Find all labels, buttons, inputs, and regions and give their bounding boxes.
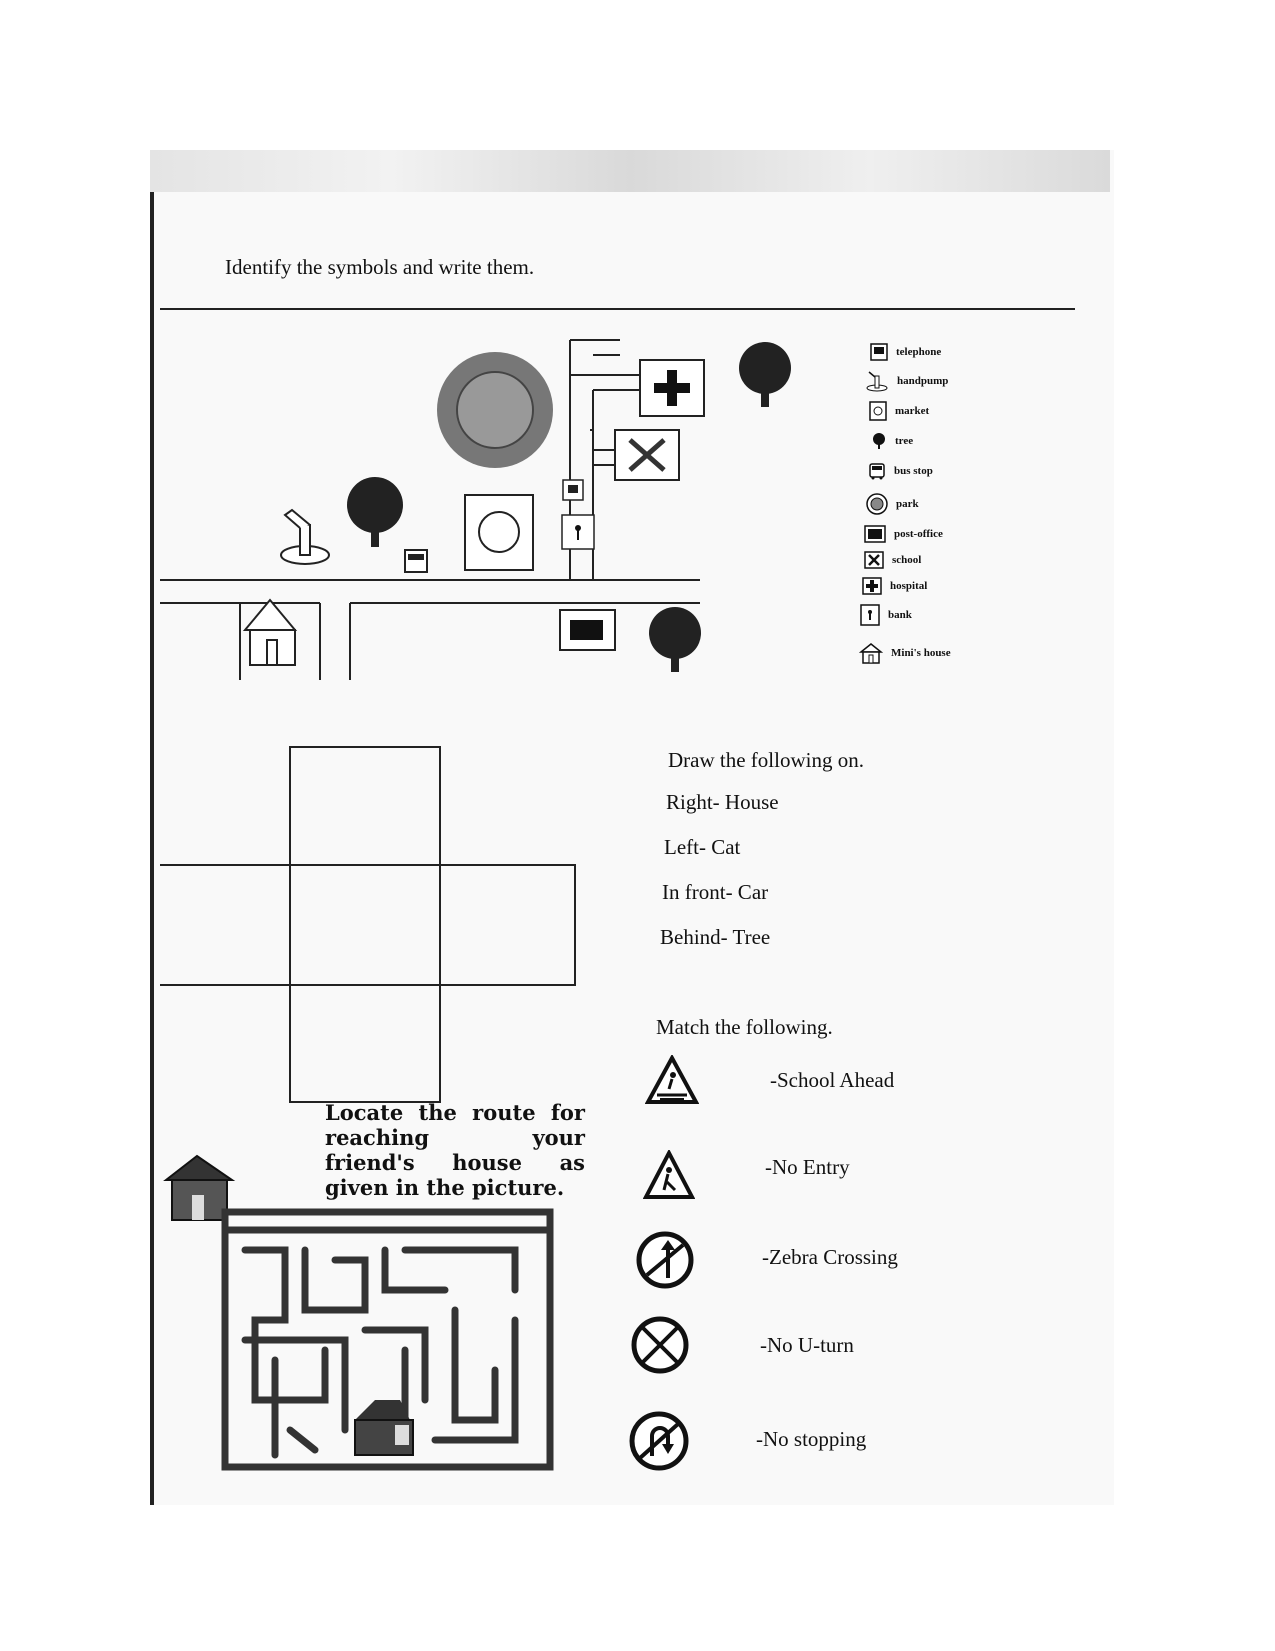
school-icon xyxy=(864,551,884,569)
legend-item: bank xyxy=(860,604,912,626)
school-ahead-sign-icon xyxy=(643,1150,695,1200)
bus-stop-icon xyxy=(868,462,886,480)
legend-item: market xyxy=(869,401,929,421)
market-icon xyxy=(869,401,887,421)
match-label: -No U-turn xyxy=(760,1333,854,1357)
draw-item: Right- House xyxy=(666,790,779,814)
tree-icon xyxy=(871,432,887,450)
zebra-crossing-sign-icon xyxy=(645,1055,699,1105)
draw-heading: Draw the following on. xyxy=(668,748,864,772)
match-label: -No Entry xyxy=(765,1155,850,1179)
tree-icon xyxy=(735,340,795,410)
legend-item: hospital xyxy=(862,577,927,595)
maze-instructions: Locate the route for reaching your friend's house as given in the picture. xyxy=(325,1100,585,1200)
no-entry-sign-icon xyxy=(630,1315,690,1375)
post-office-icon xyxy=(864,525,886,543)
legend-item: Mini's house xyxy=(859,642,951,664)
hospital-icon xyxy=(862,577,882,595)
legend-item: handpump xyxy=(865,370,948,392)
telephone-icon xyxy=(870,343,888,361)
match-heading: Match the following. xyxy=(656,1015,833,1039)
draw-item: Behind- Tree xyxy=(660,925,771,949)
match-label: -School Ahead xyxy=(770,1068,895,1092)
tree-icon xyxy=(645,605,705,675)
drawing-grid[interactable] xyxy=(160,745,580,1105)
symbols-heading: Identify the symbols and write them. xyxy=(225,255,535,279)
match-label: -No stopping xyxy=(756,1427,867,1451)
no-u-turn-sign-icon xyxy=(628,1410,690,1472)
park-icon xyxy=(866,493,888,515)
legend-item: school xyxy=(864,551,921,569)
match-label: -Zebra Crossing xyxy=(762,1245,898,1269)
handpump-icon xyxy=(865,370,889,392)
legend-item: park xyxy=(866,493,919,515)
house-icon xyxy=(859,642,883,664)
legend-item: tree xyxy=(871,432,913,450)
scan-edge xyxy=(150,150,1110,192)
draw-item: Left- Cat xyxy=(664,835,741,859)
route-maze[interactable] xyxy=(215,1200,560,1475)
draw-item: In front- Car xyxy=(662,880,769,904)
legend-item: bus stop xyxy=(868,462,933,480)
legend-item: post-office xyxy=(864,525,943,543)
legend-item: telephone xyxy=(870,343,941,361)
heading-rule xyxy=(160,308,1075,310)
neighbourhood-map xyxy=(160,330,720,680)
bank-icon xyxy=(860,604,880,626)
no-stopping-sign-icon xyxy=(635,1230,695,1290)
